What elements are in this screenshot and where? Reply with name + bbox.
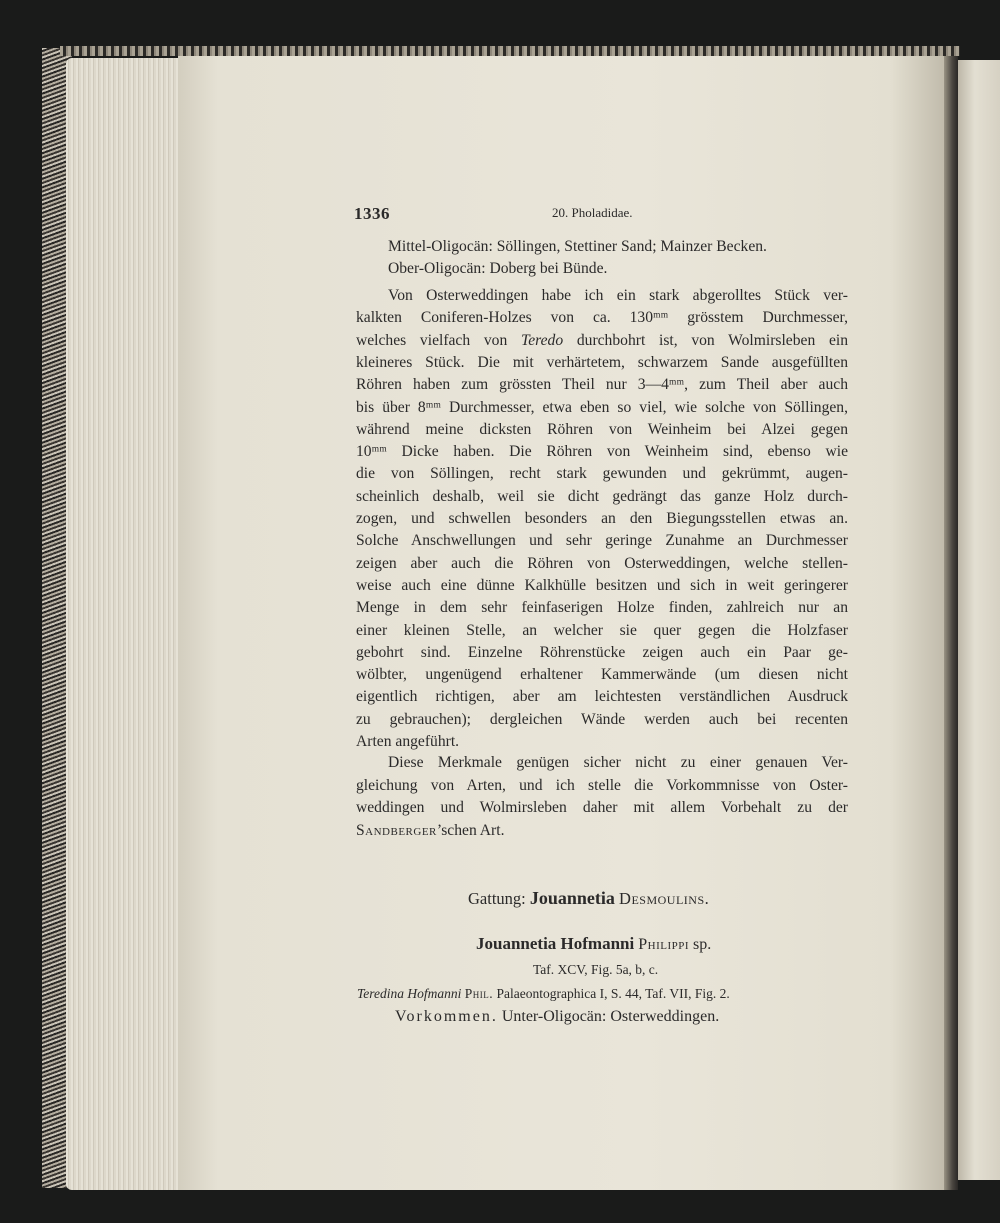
paragraph-2-last-line — [356, 820, 848, 842]
text-line: Menge in dem sehr feinfaserigen Holze finden, zahlreich nur an — [356, 599, 848, 617]
synonymy-line — [357, 986, 730, 1002]
text-line: bis über 8ᵐᵐ Durchmesser, etwa eben so viel, wie solche von Söllingen, — [356, 398, 848, 416]
text-line: Solche Anschwellungen und sehr geringe Zunahme an Durchmesser — [356, 532, 848, 550]
genus-teredo: Teredo — [520, 331, 564, 349]
text-line: welches vielfach von Teredo durchbohrt ist, von Wolmirsleben ein — [356, 331, 848, 349]
synonym-name: Teredina Hofmanni — [357, 986, 462, 1001]
text-line: Arten angeführt. — [356, 733, 460, 750]
page-number: 1336 — [354, 204, 390, 223]
species-name: Jouannetia Hofmanni — [476, 934, 635, 953]
text-line: einer kleinen Stelle, an welcher sie quer gegen die Holzfaser — [356, 621, 848, 639]
author-sandberger: Sandberger — [356, 822, 437, 839]
text-line: zogen, und schwellen besonders an den Biegungsstellen etwas an. — [356, 510, 848, 527]
species-heading — [476, 934, 711, 954]
occurrence-final — [395, 1008, 719, 1026]
book-gutter — [944, 56, 958, 1190]
text-line: Röhren haben zum grössten Theil nur 3—4ᵐᵐ, zum Theil aber auch — [356, 376, 848, 394]
text-line: Diese Merkmale genügen sicher nicht zu einer genauen Ver- — [388, 754, 848, 771]
text-line: die von Söllingen, recht stark gewunden und gekrümmt, augen- — [356, 465, 848, 483]
plate-reference: Taf. XCV, Fig. 5a, b, c. — [533, 962, 659, 977]
paragraph-2-last-text: ’schen Art. — [436, 822, 505, 839]
text-line: scheinlich deshalb, weil sie dicht gedrängt das ganze Holz durch- — [356, 487, 848, 505]
species-author: Philippi — [638, 936, 690, 953]
text-line: wölbter, ungenügend erhaltener Kammerwände (um diesen nicht — [356, 666, 848, 684]
genus-prefix: Gattung: — [468, 889, 526, 908]
text-line: zeigen aber auch die Röhren von Osterweddingen, welche stellen- — [356, 554, 848, 572]
occurrence-line: Ober-Oligocän: Doberg bei Bünde. — [388, 260, 608, 277]
text-line: gleichung von Arten, und ich stelle die Vorkommnisse von Oster- — [356, 776, 848, 794]
text-line: gebohrt sind. Einzelne Röhrenstücke zeigen auch ein Paar ge- — [356, 643, 848, 661]
facing-page-edge — [958, 60, 1000, 1180]
page-edges — [66, 58, 190, 1190]
text-line: 10ᵐᵐ Dicke haben. Die Röhren von Weinheim sind, ebenso wie — [356, 443, 848, 461]
text-line: weddingen und Wolmirsleben daher mit allem Vorbehalt zu der — [356, 799, 848, 817]
genus-heading — [468, 888, 709, 909]
genus-name: Jouannetia — [529, 888, 615, 908]
occurrence-line: Mittel-Oligocän: Söllingen, Stettiner Sand; Mainzer Becken. — [388, 238, 767, 255]
genus-author: Desmoulins. — [619, 889, 710, 908]
book-cover-top — [60, 46, 960, 56]
text-line: weise auch eine dünne Kalkhülle besitzen und sich in weit geringerer — [356, 576, 848, 594]
text-line: kalkten Coniferen-Holzes von ca. 130ᵐᵐ grösstem Durchmesser, — [356, 309, 848, 327]
occurrence-value: Unter-Oligocän: Osterweddingen. — [501, 1008, 720, 1025]
occurrence-label: Vorkommen. — [395, 1008, 498, 1025]
text-line: kleineres Stück. Die mit verhärtetem, schwarzem Sande ausgefüllten — [356, 353, 848, 371]
text-line: während meine dicksten Röhren von Weinheim bei Alzei gegen — [356, 420, 848, 438]
text-line: eigentlich richtigen, aber am leichtesten verständlichen Ausdruck — [356, 688, 848, 706]
synonym-citation: Palaeontographica I, S. 44, Taf. VII, Fig. 2. — [496, 986, 730, 1001]
text-line: zu gebrauchen); dergleichen Wände werden auch bei recenten — [356, 710, 848, 728]
text-line: Von Osterweddingen habe ich ein stark abgerolltes Stück ver- — [388, 287, 848, 304]
synonym-author: Phil. — [464, 986, 494, 1001]
species-suffix: sp. — [693, 936, 712, 953]
running-title: 20. Pholadidae. — [552, 205, 633, 220]
